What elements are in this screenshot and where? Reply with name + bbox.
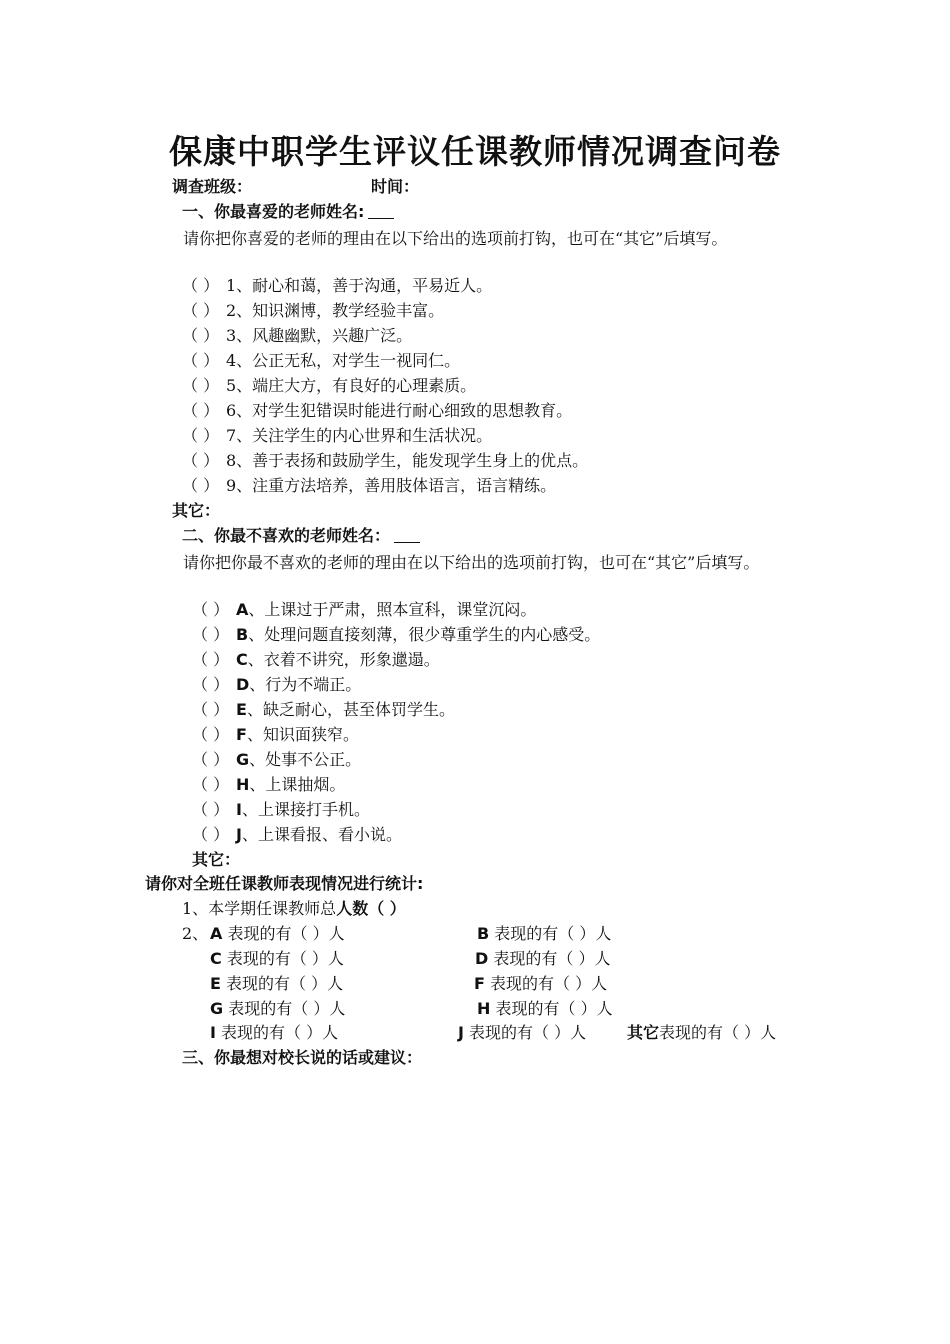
name-blank[interactable]	[394, 526, 420, 543]
checkbox-paren[interactable]: （ ）	[192, 700, 230, 719]
option-letter: F	[236, 725, 247, 744]
checkbox-paren[interactable]: （ ）	[192, 600, 230, 619]
stats-e: E 表现的有（ ）人	[210, 974, 344, 993]
section1-other: 其它：	[172, 501, 221, 520]
option-letter: D	[236, 675, 250, 694]
checkbox-paren[interactable]: （ ）	[192, 800, 230, 819]
checkbox-paren[interactable]: （ ）	[182, 376, 220, 395]
option-letter: E	[236, 700, 247, 719]
checkbox-paren[interactable]: （ ）	[192, 675, 230, 694]
option-letter: I	[236, 800, 242, 819]
stats-j: J 表现的有（ ）人	[458, 1023, 587, 1042]
option-label: 、行为不端正。	[249, 675, 362, 694]
option-row[interactable]	[192, 699, 455, 721]
option-row[interactable]	[192, 674, 361, 696]
option-row[interactable]	[182, 300, 444, 322]
option-row[interactable]	[192, 649, 440, 671]
option-row[interactable]	[192, 724, 359, 746]
option-label: 2、知识渊博，教学经验丰富。	[226, 301, 445, 320]
option-row[interactable]	[182, 400, 572, 422]
option-label: 3、风趣幽默，兴趣广泛。	[226, 326, 413, 345]
option-row[interactable]	[182, 325, 412, 347]
option-row[interactable]	[192, 824, 402, 846]
section1-heading	[182, 201, 394, 223]
checkbox-paren[interactable]: （ ）	[182, 301, 220, 320]
option-row[interactable]	[192, 599, 536, 621]
option-letter: H	[236, 775, 250, 794]
option-label: 、知识面狭窄。	[246, 725, 359, 744]
checkbox-paren[interactable]: （ ）	[182, 351, 220, 370]
section3-heading: 三、你最想对校长说的话或建议：	[182, 1048, 423, 1067]
option-row[interactable]	[182, 350, 460, 372]
checkbox-paren[interactable]: （ ）	[182, 401, 220, 420]
option-row[interactable]	[192, 799, 370, 821]
checkbox-paren[interactable]: （ ）	[182, 476, 220, 495]
option-label: 、处理问题直接刻薄，很少尊重学生的内心感受。	[248, 625, 601, 644]
option-label: 、衣着不讲究，形象邋遢。	[247, 650, 440, 669]
section2-heading-text: 二、你最不喜欢的老师姓名：	[182, 526, 391, 545]
stats-q1-text: 1、本学期任课教师总	[182, 899, 337, 918]
page-title: 保康中职学生评议任课教师情况调查问卷	[169, 132, 781, 171]
checkbox-paren[interactable]: （ ）	[192, 650, 230, 669]
stats-q2-number: 2、	[182, 924, 209, 943]
stats-a: A 表现的有（ ）人	[210, 924, 345, 943]
name-blank[interactable]	[368, 202, 394, 219]
option-label: 5、端庄大方，有良好的心理素质。	[226, 376, 477, 395]
option-label: 、上课接打手机。	[241, 800, 370, 819]
option-label: 6、对学生犯错误时能进行耐心细致的思想教育。	[226, 401, 573, 420]
option-letter: B	[236, 625, 249, 644]
option-letter: G	[236, 750, 250, 769]
option-row[interactable]	[182, 450, 588, 472]
stats-other: 其它表现的有（ ）人	[627, 1023, 777, 1042]
checkbox-paren[interactable]: （ ）	[182, 451, 220, 470]
stats-heading: 请你对全班任课教师表现情况进行统计:	[145, 874, 424, 893]
option-label: 7、关注学生的内心世界和生活状况。	[226, 426, 493, 445]
option-label: 8、善于表扬和鼓励学生，能发现学生身上的优点。	[226, 451, 589, 470]
stats-g: G 表现的有（ ）人	[210, 999, 346, 1018]
time-label: 时间：	[371, 177, 420, 196]
stats-q1-count: 人数（ ）	[336, 899, 406, 918]
checkbox-paren[interactable]: （ ）	[182, 276, 220, 295]
option-row[interactable]	[182, 425, 492, 447]
section2-instruction: 请你把你最不喜欢的老师的理由在以下给出的选项前打钩，也可在“其它”后填写。	[183, 553, 760, 572]
option-label: 1、耐心和蔼，善于沟通，平易近人。	[226, 276, 493, 295]
section2-other: 其它：	[192, 850, 241, 869]
checkbox-paren[interactable]: （ ）	[192, 625, 230, 644]
option-label: 、上课抽烟。	[249, 775, 346, 794]
option-label: 4、公正无私，对学生一视同仁。	[226, 351, 461, 370]
checkbox-paren[interactable]: （ ）	[182, 326, 220, 345]
stats-d: D 表现的有（ ）人	[475, 949, 611, 968]
option-row[interactable]	[192, 624, 600, 646]
checkbox-paren[interactable]: （ ）	[192, 825, 230, 844]
option-row[interactable]	[182, 375, 476, 397]
checkbox-paren[interactable]: （ ）	[192, 750, 230, 769]
option-row[interactable]	[192, 749, 361, 771]
option-row[interactable]	[182, 275, 492, 297]
stats-f: F 表现的有（ ）人	[474, 974, 608, 993]
section1-heading-text: 一、你最喜爱的老师姓名:	[182, 202, 365, 221]
option-row[interactable]	[182, 475, 556, 497]
option-label: 、处事不公正。	[249, 750, 362, 769]
stats-c: C 表现的有（ ）人	[210, 949, 344, 968]
stats-q1	[182, 898, 406, 920]
stats-b: B 表现的有（ ）人	[477, 924, 612, 943]
option-label: 、上课看报、看小说。	[241, 825, 402, 844]
option-letter: C	[236, 650, 248, 669]
checkbox-paren[interactable]: （ ）	[192, 775, 230, 794]
section2-heading	[182, 525, 420, 547]
stats-h: H 表现的有（ ）人	[477, 999, 613, 1018]
option-letter: J	[236, 825, 242, 844]
option-label: 9、注重方法培养，善用肢体语言，语言精练。	[226, 476, 557, 495]
option-label: 、缺乏耐心，甚至体罚学生。	[246, 700, 455, 719]
option-letter: A	[236, 600, 249, 619]
option-row[interactable]	[192, 774, 345, 796]
checkbox-paren[interactable]: （ ）	[192, 725, 230, 744]
stats-i: I 表现的有（ ）人	[210, 1023, 339, 1042]
section1-instruction: 请你把你喜爱的老师的理由在以下给出的选项前打钩，也可在“其它”后填写。	[183, 229, 728, 248]
checkbox-paren[interactable]: （ ）	[182, 426, 220, 445]
option-label: 、上课过于严肃，照本宣科，课堂沉闷。	[248, 600, 537, 619]
class-label: 调查班级：	[172, 177, 253, 196]
